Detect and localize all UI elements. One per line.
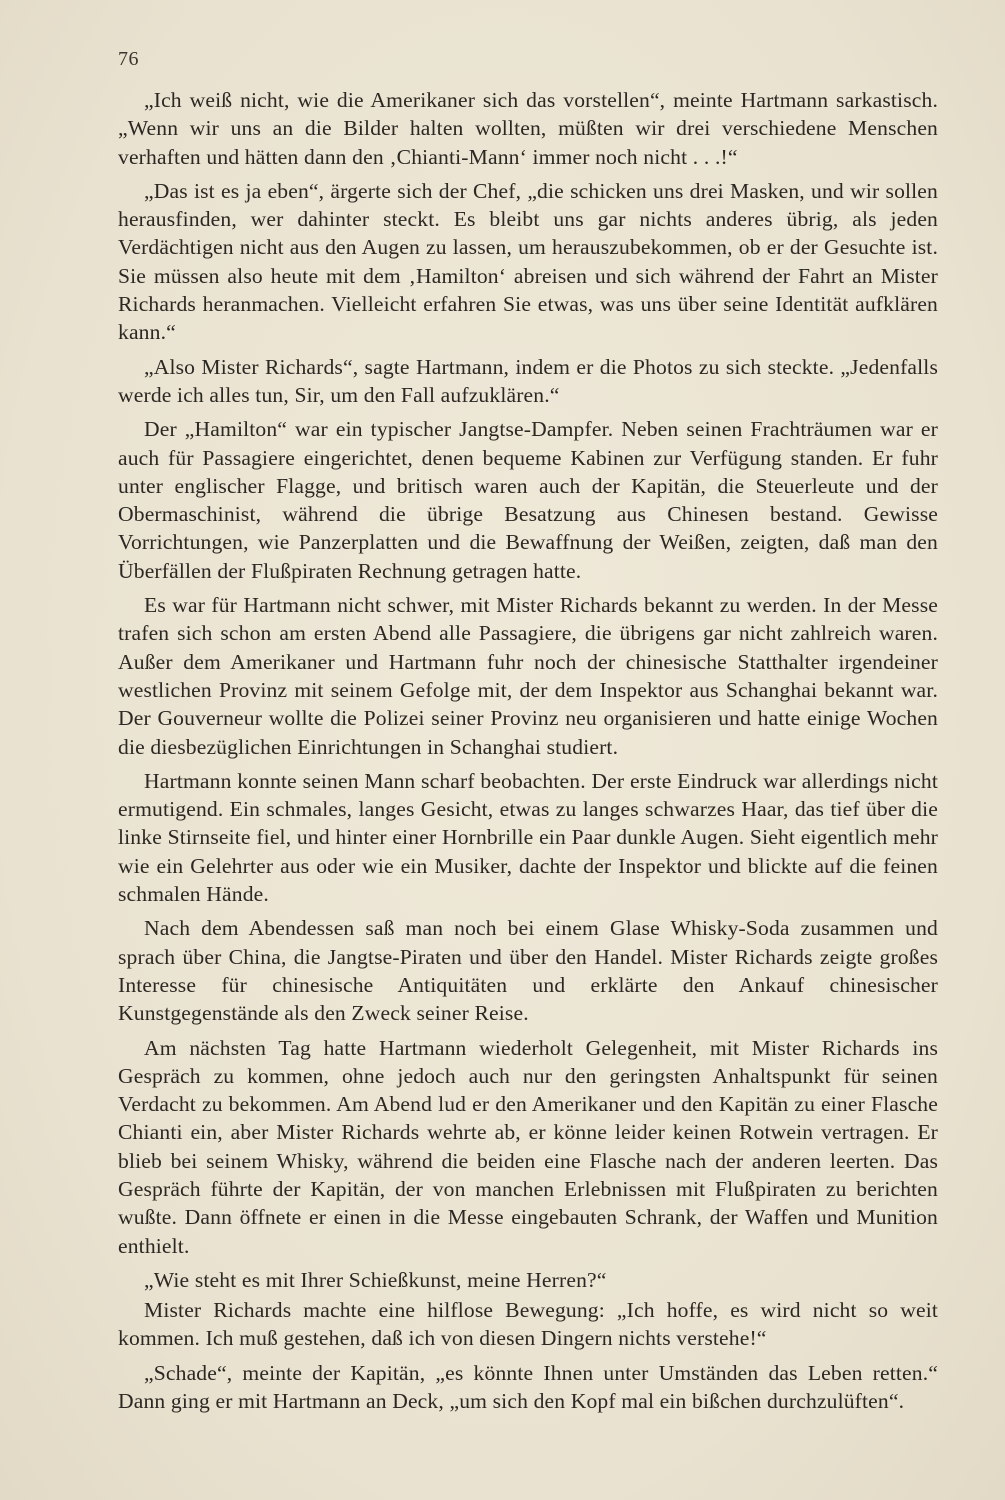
paragraph-5: Es war für Hartmann nicht schwer, mit Mister Richards bekannt zu werden. In der Messe trafen sich schon am ersten Abend alle Passagiere, die übrigens gar nicht zahlreich waren. Außer dem Amerikaner und Hartmann fuhr noch der chinesische Statthalter irgendeiner westlichen Provinz mit seinem Gefolge mit, der dem Inspektor aus Schanghai bekannt war. Der Gouverneur wollte die Polizei seiner Provinz neu organisieren und hatte einige Wochen die diesbezüglichen Einrichtungen in Schanghai studiert. <box>118 593 938 759</box>
paragraph-3: „Also Mister Richards“, sagte Hartmann, indem er die Photos zu sich steckte. „Jedenfalls werde ich alles tun, Sir, um den Fall aufzuklären.“ <box>118 354 938 407</box>
paragraph-9: „Wie steht es mit Ihrer Schießkunst, meine Herren?“ <box>144 1267 607 1292</box>
paragraph-4: Der „Hamilton“ war ein typischer Jangtse-Dampfer. Neben seinen Frachträumen war er auch für Passagiere eingerichtet, denen bequeme Kabinen zur Verfügung standen. Er fuhr unter englischer Flagge, und britisch waren auch der Kapitän, die Steuerleute und der Obermaschinist, während die übrige Besatzung aus Chinesen bestand. Gewisse Vorrichtungen, wie Panzerplatten und die Bewaffnung der Weißen, zeigten, daß man den Überfällen der Flußpiraten Rechnung getragen hatte. <box>118 417 938 583</box>
body-text <box>118 86 938 1421</box>
paragraph-10: Mister Richards machte eine hilflose Bewegung: „Ich hoffe, es wird nicht so weit kommen. Ich muß gestehen, daß ich von diesen Dingern nichts verstehe!“ <box>118 1298 938 1351</box>
paragraph-8: Am nächsten Tag hatte Hartmann wiederholt Gelegenheit, mit Mister Richards ins Gespräch zu kommen, ohne jedoch auch nur den geringsten Anhaltspunkt für seinen Verdacht zu bekommen. Am Abend lud er den Amerikaner und den Kapitän zu einer Flasche Chianti ein, aber Mister Richards wehrte ab, er könne leider keinen Rotwein vertragen. Er blieb bei seinem Whisky, während die beiden eine Flasche nach der anderen leerten. Das Gespräch führte der Kapitän, der von manchen Erlebnissen mit Flußpiraten zu berichten wußte. Dann öffnete er einen in die Messe eingebauten Schrank, der Waffen und Munition enthielt. <box>118 1035 938 1258</box>
paragraph-7: Nach dem Abendessen saß man noch bei einem Glase Whisky-Soda zusammen und sprach über China, die Jangtse-Piraten und über den Handel. Mister Richards zeigte großes Interesse für chinesische Antiquitäten und erklärte den Ankauf chinesischer Kunstgegenstände als den Zweck seiner Reise. <box>118 916 938 1026</box>
paragraph-6: Hartmann konnte seinen Mann scharf beobachten. Der erste Eindruck war allerdings nicht ermutigend. Ein schmales, langes Gesicht, etwas zu langes schwarzes Haar, das tief über die linke Stirnseite fiel, und hinter einer Hornbrille ein Paar dunkle Augen. Sieht eigentlich mehr wie ein Gelehrter aus oder wie ein Musiker, dachte der Inspektor und blickte auf die feinen schmalen Hände. <box>118 768 938 907</box>
paragraph-11: „Schade“, meinte der Kapitän, „es könnte Ihnen unter Umständen das Leben retten.“ Dann ging er mit Hartmann an Deck, „um sich den Kopf mal ein bißchen durchzulüften“. <box>118 1360 938 1414</box>
paragraph-2: „Das ist es ja eben“, ärgerte sich der Chef, „die schicken uns drei Masken, und wir sollen herausfinden, wer dahinter steckt. Es bleibt uns gar nichts anderes übrig, als jeden Verdächtigen nicht aus den Augen zu lassen, um herauszubekommen, ob er der Gesuchte ist. Sie müssen also heute mit dem ‚Hamilton‘ abreisen und sich während der Fahrt an Mister Richards heranmachen. Vielleicht erfahren Sie etwas, was uns über seine Identität aufklären kann.“ <box>118 178 938 345</box>
page-number: 76 <box>118 48 139 70</box>
paragraph-1: „Ich weiß nicht, wie die Amerikaner sich das vorstellen“, meinte Hartmann sarkastisch. „Wenn wir uns an die Bilder halten wollten, müßten wir drei verschiedene Menschen verhaften und hätten dann den ‚Chianti-Mann‘ immer noch nicht . . .!“ <box>118 88 938 169</box>
